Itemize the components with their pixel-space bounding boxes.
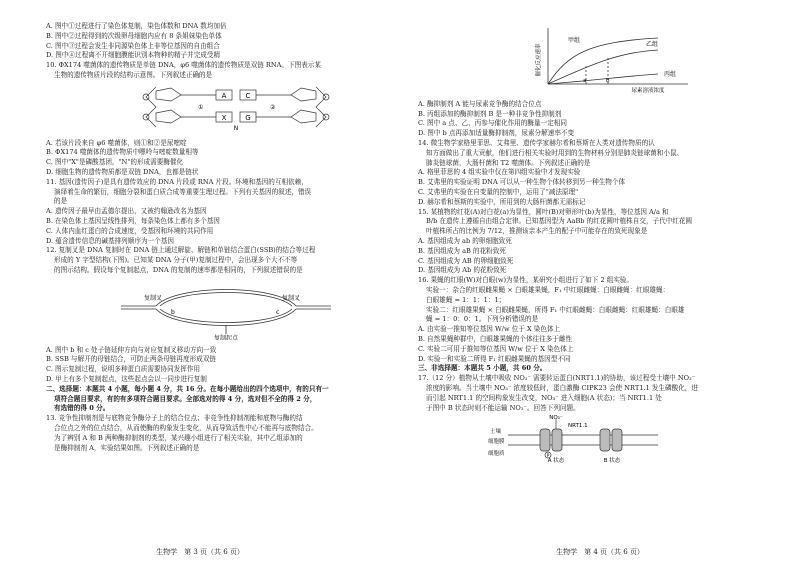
- section-line: 二、选择题：本题共 4 小题，每小题 4 分，共 16 分。在每小题给出的四个选项中，有的只有一: [46, 384, 329, 393]
- q9-options: [46, 22, 392, 61]
- q13-stem: [46, 414, 392, 453]
- series-label: 甲组: [568, 37, 581, 44]
- base-label: G: [245, 113, 251, 122]
- q12-stem: [46, 246, 392, 275]
- option-line: D. 实验一和实验二所得 F₁ 红眼雌果蝇的基因型不同: [418, 354, 571, 363]
- q17-stem: [418, 374, 782, 413]
- point-label: b: [606, 78, 610, 84]
- option-line: B. 自然果蝇种群中，白眼雄果蝇的个体往往多于雌性: [418, 334, 573, 343]
- stem-line: 演绎着生命的繁衍，细胞分裂和蛋白质合成等重要生理过程。下列有关基因的叙述，错误: [54, 187, 312, 196]
- option-line: C. 人体内血红蛋白的合成速度，受基因和环境的共同作用: [46, 226, 214, 235]
- point-b: b: [171, 308, 175, 316]
- stem-line: 14. 微生物学家格里菲思、艾弗里、遗传学家赫尔希和蔡斯在人类对遗传物质的认: [418, 138, 655, 147]
- stem-line: 13. 竞争性抑制剂是与底物竞争酶分子上的结合位点；非竞争性抑制剂能和底物与酶的结: [46, 414, 303, 423]
- membrane-label: 细胞膜: [488, 439, 505, 446]
- stem-line: 合位点之外的位点结合，从而使酶的构象发生变化，从而导致活性中心不能再与底物结合。: [54, 423, 318, 432]
- option-line: D. 细胞生物的遗传物质都是双链 DNA，也都是链状: [46, 167, 199, 176]
- page-footer: 生物学 第 4 页（共 6 页）: [556, 548, 644, 557]
- option-line: A. 遗传因子最早由孟德尔提出，又被约翰逊改名为基因: [46, 207, 207, 216]
- option-line: C. 实验二可用于推知等位基因 W/w 位于 X 染色体上: [418, 344, 574, 353]
- state-a-label: A 状态: [547, 458, 565, 464]
- stem-line: 叶植株所占的比例为 7/12，推测该亲本产生的配子中可能存在的致死现象是: [426, 227, 648, 236]
- q16-options: [418, 325, 782, 364]
- option-line: A. 若该片段来自 φ6 噬菌体，则①和②是尿嘧啶: [46, 138, 187, 147]
- option-line: A. 格里菲思的 4 组实验中仅在第四组实验中才发现实验: [418, 168, 581, 177]
- option-line: A. 图中①过程进行了染色体复制，染色体数和 DNA 数均加倍: [46, 22, 227, 30]
- option-line: D. 甲上有多个复制起点，这些起点会以一同步进行复制: [46, 374, 207, 383]
- soil-label: 土壤: [490, 429, 502, 436]
- stem-line: 为了辨别 A 和 B 两种酶抑制剂的类型，某兴趣小组进行了相关实验，其中乙组添加的: [54, 433, 303, 442]
- series-label: 丙组: [664, 71, 677, 78]
- section-line: 有选错的得 0 分。: [54, 404, 110, 413]
- q10-stem-line: 生物的遗传物质片段的结构示意图。下列叙述正确的是: [54, 70, 213, 79]
- fig-label: N: [233, 124, 239, 132]
- q10-stem: [46, 61, 392, 81]
- base-label: X: [221, 113, 227, 122]
- option-line: A. 图中 b 和 c 处子链延伸方向与对应复制叉移动方向一致: [46, 345, 217, 354]
- q10-dna-diagram: [136, 83, 336, 133]
- q16-stem: [418, 276, 782, 325]
- stem-line: 而引起 NRT1.1 的空间构象发生改变，NO₃⁻ 进入细胞(A 状态)；当 NRT1.1 处: [426, 393, 662, 402]
- fork-label-right: 复制叉: [282, 294, 301, 302]
- stem-line: 是酶抑制剂 A，实验结果如图。下列叙述正确的是: [54, 443, 200, 452]
- base-label: A: [221, 91, 227, 100]
- section-line: 项符合题目要求，有的有多项符合题目要求。全部选对的得 4 分，选对但不全的得 2 分，: [54, 394, 317, 403]
- stem-line: 形成的 Y 字型结构(下图)。已知某 DNA 分子(甲)复制过程中，会出现多个大不不等: [54, 256, 298, 265]
- no3-label: NO₃⁻: [549, 415, 563, 422]
- q10-stem-line: 10. ΦX174 噬菌体的遗传物质是单链 DNA，φ6 噬菌体的遗传物质是双链 RNA。下图表示某: [46, 61, 321, 70]
- nrt-label: NRT1.1: [568, 423, 588, 430]
- chart-ylabel: 催化反应速率: [536, 43, 542, 77]
- stem-line: 16. 果蝇的红眼(W)对白眼(w)为显性，某研究小组进行了如下 2 组实验。: [418, 276, 634, 285]
- option-line: B. 在染色体上基因呈线性排列，每条染色体上都有多个基因: [46, 216, 220, 225]
- stem-line: 的是: [54, 197, 68, 206]
- point-c: c: [276, 308, 280, 316]
- stem-line: 白眼雄蝇 = 1：1：1：1；: [426, 295, 506, 304]
- page-4: [400, 0, 800, 566]
- stem-line: 肺炎链球菌，大肠杆菌和 T2 噬菌体。下列叙述正确的是: [426, 158, 591, 167]
- stem-line: 于图中 B 状态时则不能运输 NO₃⁻。回答下列问题。: [426, 403, 580, 412]
- section-3-heading: 三、非选择题：本题共 5 小题，共 60 分。: [418, 364, 547, 373]
- q12-replication-fork-diagram: [116, 278, 336, 340]
- option-line: B. 基因组成为 aB 的花粉致死: [418, 246, 506, 255]
- stem-line: 浓度的影响。当土壤中 NO₃⁻ 浓度较低时，蛋白激酶 CIPK23 会使 NRT1.1 发生磷酸化，进: [426, 383, 698, 392]
- origin-label: 复制起点: [213, 334, 239, 340]
- option-line: B. ΦX174 噬菌体的遗传物质中嘌呤与嘧啶数量相等: [46, 148, 199, 157]
- q12-options: [46, 346, 392, 385]
- cytoplasm-label: 细胞质: [488, 451, 505, 458]
- stem-line: B/b 在遗传上遵循自由组合定律。已知基因型为 AaBb 的红花圆叶植株自交，子代中红花圆: [426, 217, 693, 226]
- stem-line: 的图示结构。假设每个复制起点，DNA 的复制的速率都是相同的，下列叙述错误的是: [54, 265, 303, 274]
- option-line: C. 图示复制过程，说明多种蛋白质需要协同发挥作用: [46, 365, 201, 374]
- q15-stem: [418, 208, 782, 237]
- q11-options: [46, 207, 392, 246]
- stem-line: 11. 基因(遗传因子)是具有遗传效应的 DNA 片段或 RNA 片段。环境和基因的互相依赖，: [46, 177, 308, 186]
- option-line: C. 图中 a 点、乙、丙参与催化作用的酶量一定相同: [418, 119, 567, 128]
- q17-transporter-diagram: [488, 415, 668, 463]
- stem-line: 17.（12 分）植物从土壤中吸收 NO₃⁻ 需要转运蛋白(NRT1.1)的协助，该过程受土壤中 NO₃⁻: [418, 374, 696, 383]
- series-label: 乙组: [646, 41, 659, 48]
- fork-label-left: 复制叉: [144, 294, 163, 302]
- option-line: D. 赫尔希和蔡斯的实验中，所用到的大肠杆菌都无需标记: [418, 197, 586, 206]
- option-line: B. 图中②过程得到的次级卵母细胞内应有 8 条姐妹染色单体: [46, 31, 222, 40]
- option-line: C. 基因组成为 AB 的卵细胞致死: [418, 256, 514, 265]
- option-line: D. 基因组成为 Ab 的花粉致死: [418, 266, 507, 275]
- option-line: D. 图中 b 点再添加适量酶抑制剂，尿素分解速率不变: [418, 129, 575, 138]
- stem-line: 蝇 = 1：0：0：1。下列分析错误的是: [426, 315, 539, 324]
- fig-label: ①: [198, 103, 204, 111]
- section-2-heading: [46, 385, 392, 414]
- stem-line: 实验一：杂合的红眼雌果蝇 × 白眼雄果蝇，F₁ 中红眼雌蝇：白眼雌蝇：红眼雄蝇：: [426, 285, 670, 294]
- q14-options: [418, 168, 782, 207]
- q11-stem: [46, 178, 392, 207]
- stem-line: 实验二：红眼雄果蝇 × 白眼雌果蝇，所得 F₁ 中红眼雌蝇：白眼雌蝇：红眼雄蝇：白眼雄: [426, 305, 685, 314]
- option-line: B. 艾弗里的实验证明 DNA 可以从一种生物个体转移到另一种生物个体: [418, 178, 626, 187]
- option-line: C. 图中"X"是磷酸基团，"N"的形成需要酶催化: [46, 158, 184, 167]
- option-line: B. SSB 与解开的母链结合，可防止两条母链再度形成双链: [46, 355, 216, 364]
- option-line: C. 艾弗里的实验在自变量的控制中，运用了"减法原理": [418, 187, 579, 196]
- fig-label: ②: [270, 103, 276, 111]
- q13-options: [418, 100, 782, 139]
- option-line: B. 丙组添加的酶抑制剂 B 是一种非竞争性抑制剂: [418, 109, 562, 118]
- q15-options: [418, 237, 782, 276]
- page-footer: 生物学 第 3 页（共 6 页）: [156, 548, 244, 557]
- stem-line: 知方面做出了重大贡献，他们进行相关实验时用到的生物材料分别是肺炎链球菌和小鼠、: [426, 148, 684, 157]
- q10-options: [46, 139, 392, 178]
- option-line: A. 基因组成为 ab 的卵细胞致死: [418, 236, 512, 245]
- base-label: C: [245, 91, 251, 100]
- stem-line: 12. 复制叉是 DNA 复制时在 DNA 链上通过解旋、解链和单链结合蛋白(SSB)的结合等过程: [46, 246, 316, 255]
- option-line: A. 由实验一推知等位基因 W/w 位于 X 染色体上: [418, 325, 561, 334]
- chart-xlabel: 尿素溶液浓度: [631, 88, 665, 94]
- point-label: a: [583, 78, 587, 84]
- state-b-label: B 状态: [603, 458, 621, 464]
- option-line: D. 蕴含遗传信息的碱基排列顺序为一个基因: [46, 236, 174, 245]
- phosphate-label: P: [546, 454, 550, 460]
- option-line: A. 酶抑制剂 A 能与尿素竞争酶的结合位点: [418, 99, 542, 108]
- stem-line: 15. 某植物的红花(A)对白花(a)为显性，圆叶(B)对卵形叶(b)为显性，等位基因 A/a 和: [418, 207, 669, 216]
- option-line: C. 图中③过程会发生非同源染色体上非等位基因的自由组合: [46, 41, 220, 50]
- option-line: D. 图中④过程离不开细胞膜能识别本物种的精子并完成受精: [46, 51, 221, 60]
- q14-stem: [418, 139, 782, 168]
- q13-enzyme-rate-chart: [528, 24, 728, 94]
